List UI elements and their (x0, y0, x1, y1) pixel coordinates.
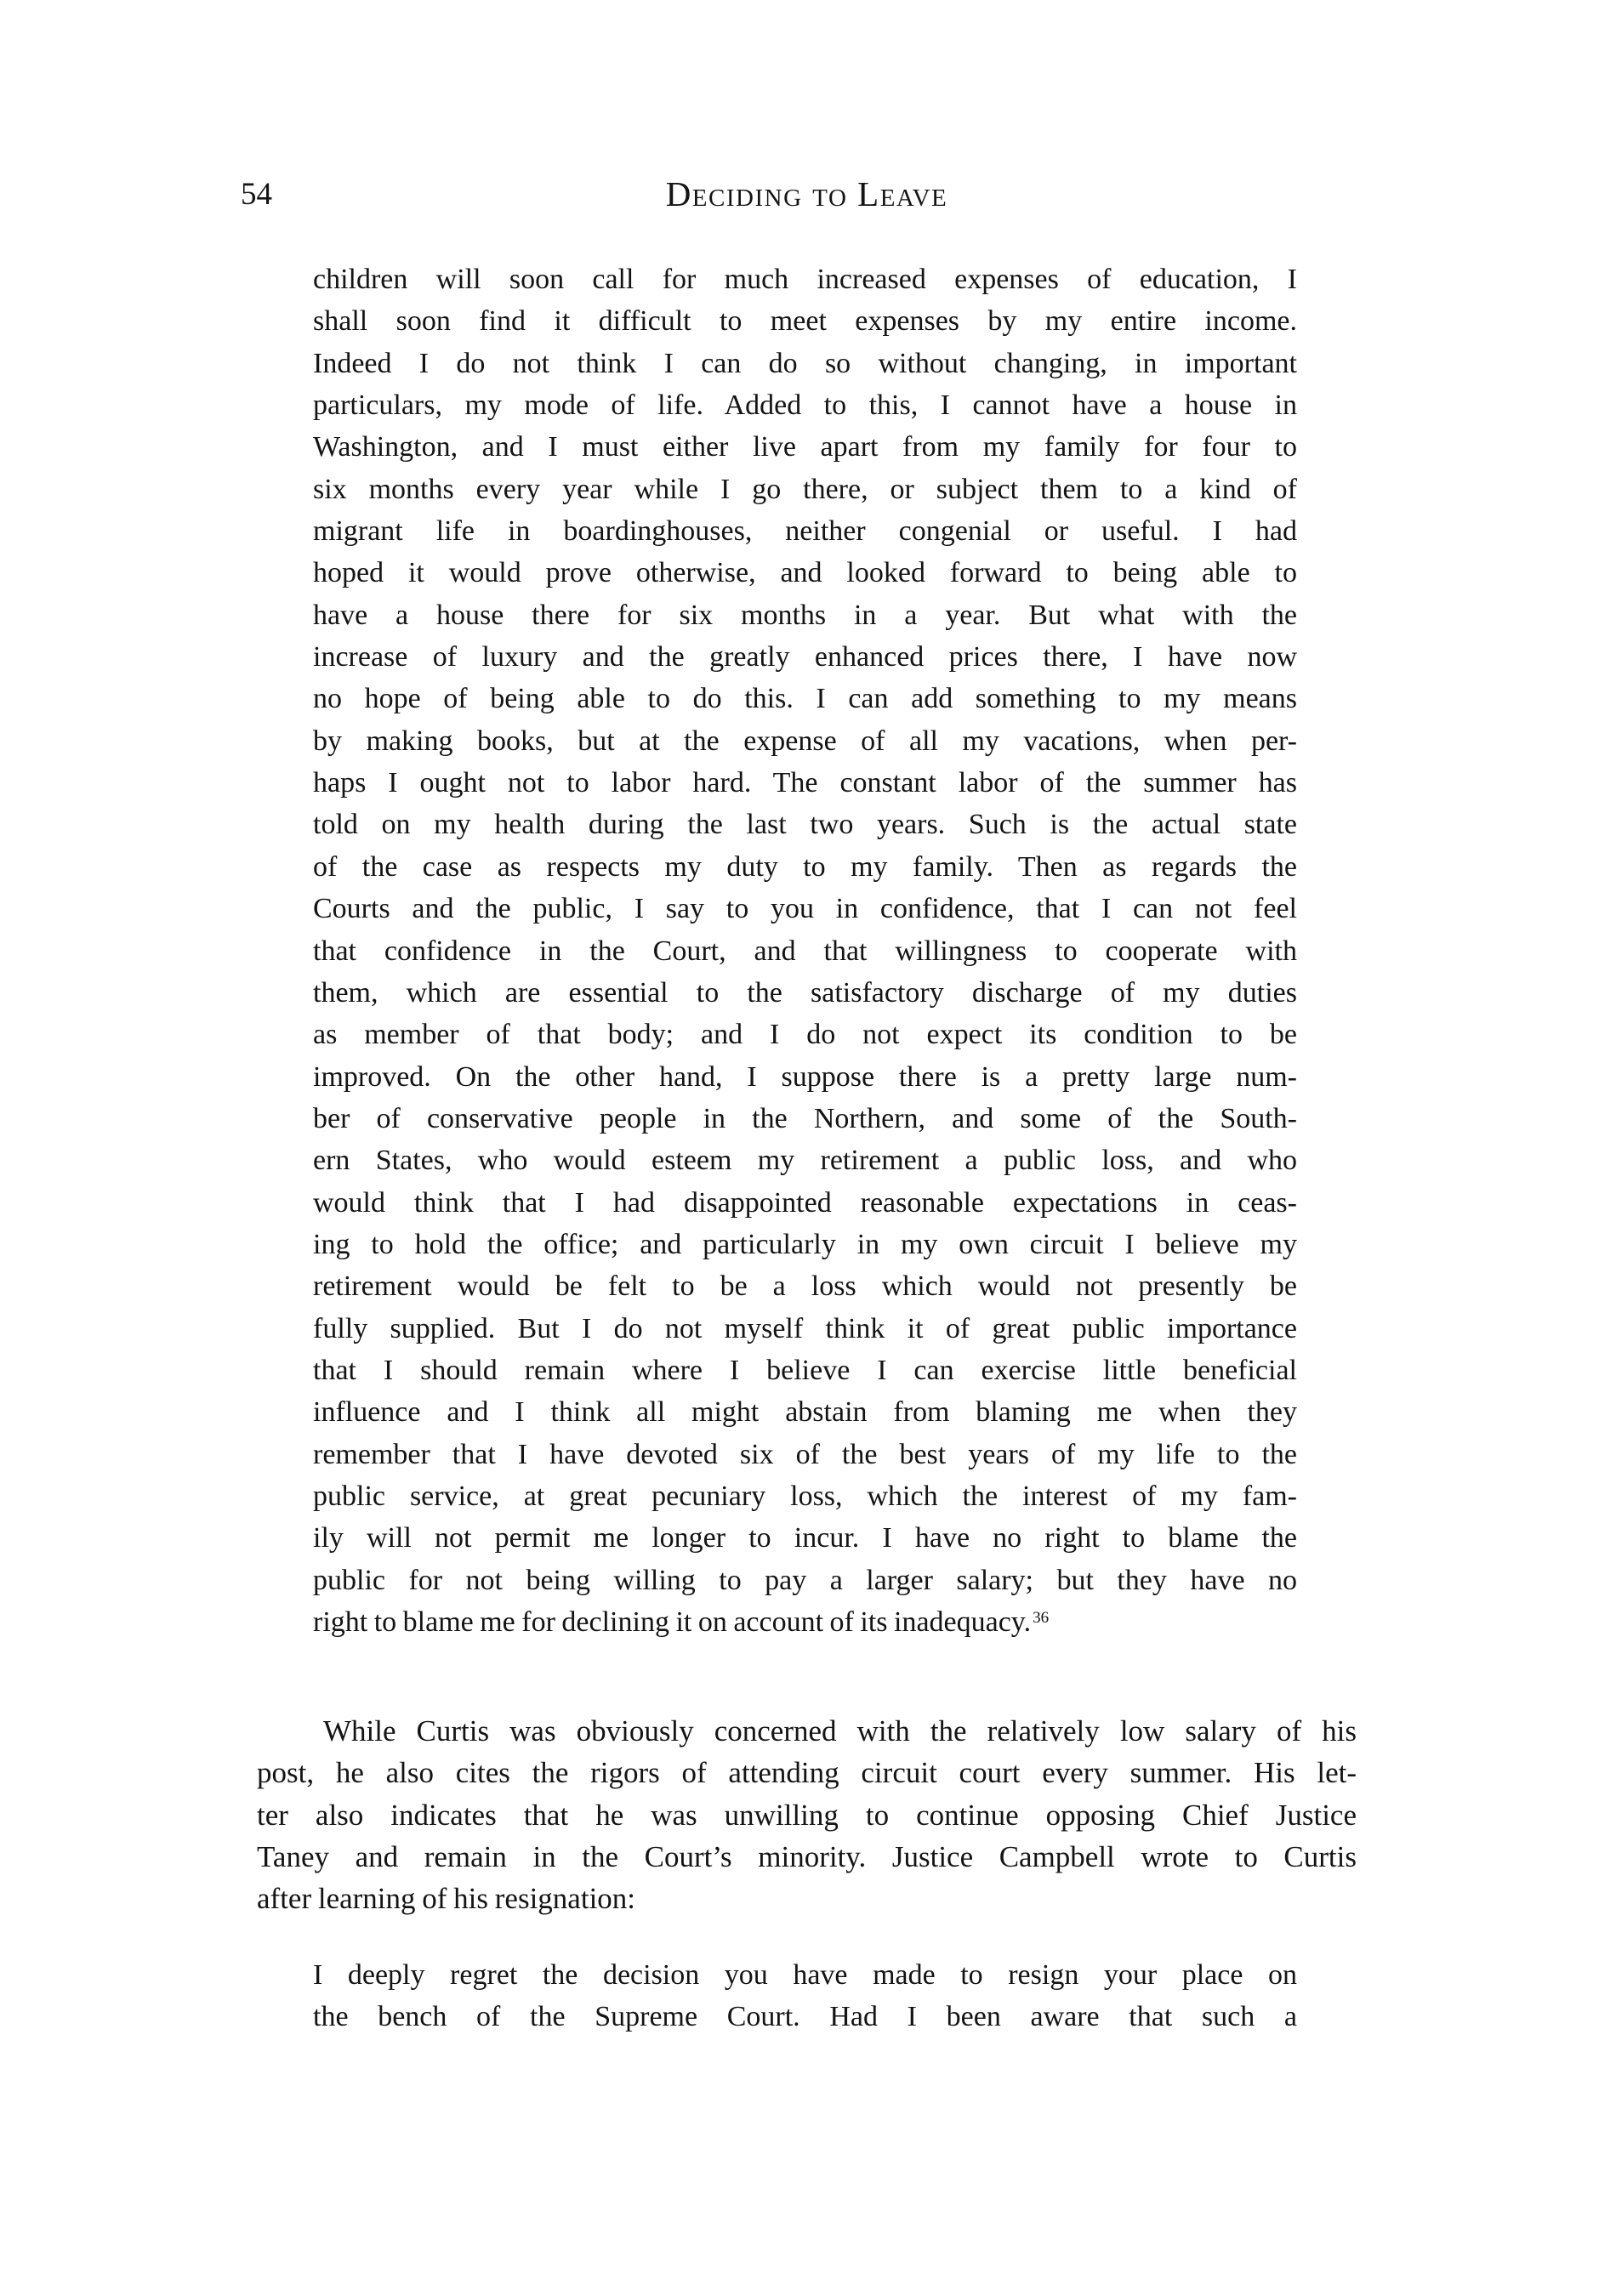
running-header: Deciding to Leave (665, 174, 948, 213)
text-line: as member of that body; and I do not expect its condition to be (313, 1019, 1297, 1051)
text-line: of the case as respects my duty to my family. Then as regards the (313, 850, 1297, 883)
text-line: that confidence in the Court, and that willingness to cooperate with (313, 935, 1297, 967)
block-quote-curtis-letter (313, 259, 1297, 1643)
text-line: remember that I have devoted six of the best years of my life to the (313, 1438, 1297, 1470)
text-line: children will soon call for much increased expenses of education, I (313, 264, 1297, 295)
text-line: ter also indicates that he was unwilling to continue opposing Chief Justice (257, 1798, 1357, 1832)
text-line: Courts and the public, I say to you in confidence, that I can not feel (313, 893, 1297, 925)
text-line: that I should remain where I believe I can exercise little beneficial (313, 1354, 1297, 1386)
footnote-reference: 36 (1033, 1608, 1050, 1627)
text-line: told on my health during the last two years. Such is the actual state (313, 809, 1297, 841)
text-line: public service, at great pecuniary loss, which the interest of my fam- (313, 1480, 1297, 1512)
text-line: no hope of being able to do this. I can add something to my means (313, 683, 1297, 715)
text-line: retirement would be felt to be a loss which would not presently be (313, 1270, 1297, 1303)
text-line: ber of conservative people in the Northern, and some of the South- (313, 1102, 1297, 1134)
text-line: ern States, who would esteem my retirement a public loss, and who (313, 1145, 1297, 1177)
text-line: migrant life in boardinghouses, neither congenial or useful. I had (313, 515, 1297, 548)
text-line: would think that I had disappointed reasonable expectations in ceas- (313, 1186, 1297, 1219)
text-line: after learning of his resignation: (257, 1882, 636, 1916)
text-line: the bench of the Supreme Court. Had I been aware that such a (313, 2001, 1297, 2033)
text-line: six months every year while I go there, or subject them to a kind of (313, 473, 1297, 505)
body-paragraph (257, 1710, 1357, 1919)
text-line: fully supplied. But I do not myself think it of great public importance (313, 1312, 1297, 1344)
text-line: by making books, but at the expense of all my vacations, when per- (313, 725, 1297, 757)
block-quote-campbell-letter (313, 1954, 1297, 2038)
text-line: While Curtis was obviously concerned with the relatively low salary of his (323, 1714, 1357, 1748)
text-line: post, he also cites the rigors of attending circuit court every summer. His let- (257, 1756, 1357, 1790)
text-line: increase of luxury and the greatly enhanced prices there, I have now (313, 641, 1297, 673)
text-line: Indeed I do not think I can do so without changing, in important (313, 347, 1297, 379)
text-line: public for not being willing to pay a larger salary; but they have no (313, 1564, 1297, 1596)
text-line: I deeply regret the decision you have made to resign your place on (313, 1959, 1297, 1991)
text-line: them, which are essential to the satisfactory discharge of my duties (313, 976, 1297, 1009)
text-line: improved. On the other hand, I suppose there is a pretty large num- (313, 1060, 1297, 1093)
text-line: ing to hold the office; and particularly in my own circuit I believe my (313, 1228, 1297, 1260)
text-line: Washington, and I must either live apart from my family for four to (313, 431, 1297, 463)
text-line: shall soon find it difficult to meet expenses by my entire income. (313, 305, 1297, 338)
text-line: influence and I think all might abstain from blaming me when they (313, 1396, 1297, 1429)
text-line: hoped it would prove otherwise, and looked forward to being able to (313, 557, 1297, 589)
text-line: haps I ought not to labor hard. The constant labor of the summer has (313, 767, 1297, 799)
text-line: ily will not permit me longer to incur. I have no right to blame the (313, 1522, 1297, 1554)
page-number: 54 (241, 177, 272, 212)
text-line: particulars, my mode of life. Added to this, I cannot have a house in (313, 389, 1297, 422)
text-line: have a house there for six months in a year. But what with the (313, 599, 1297, 631)
text-line: Taney and remain in the Court’s minority. Justice Campbell wrote to Curtis (257, 1839, 1357, 1873)
text-line: right to blame me for declining it on account of its inadequacy. $^{36}$ (313, 1606, 1050, 1638)
